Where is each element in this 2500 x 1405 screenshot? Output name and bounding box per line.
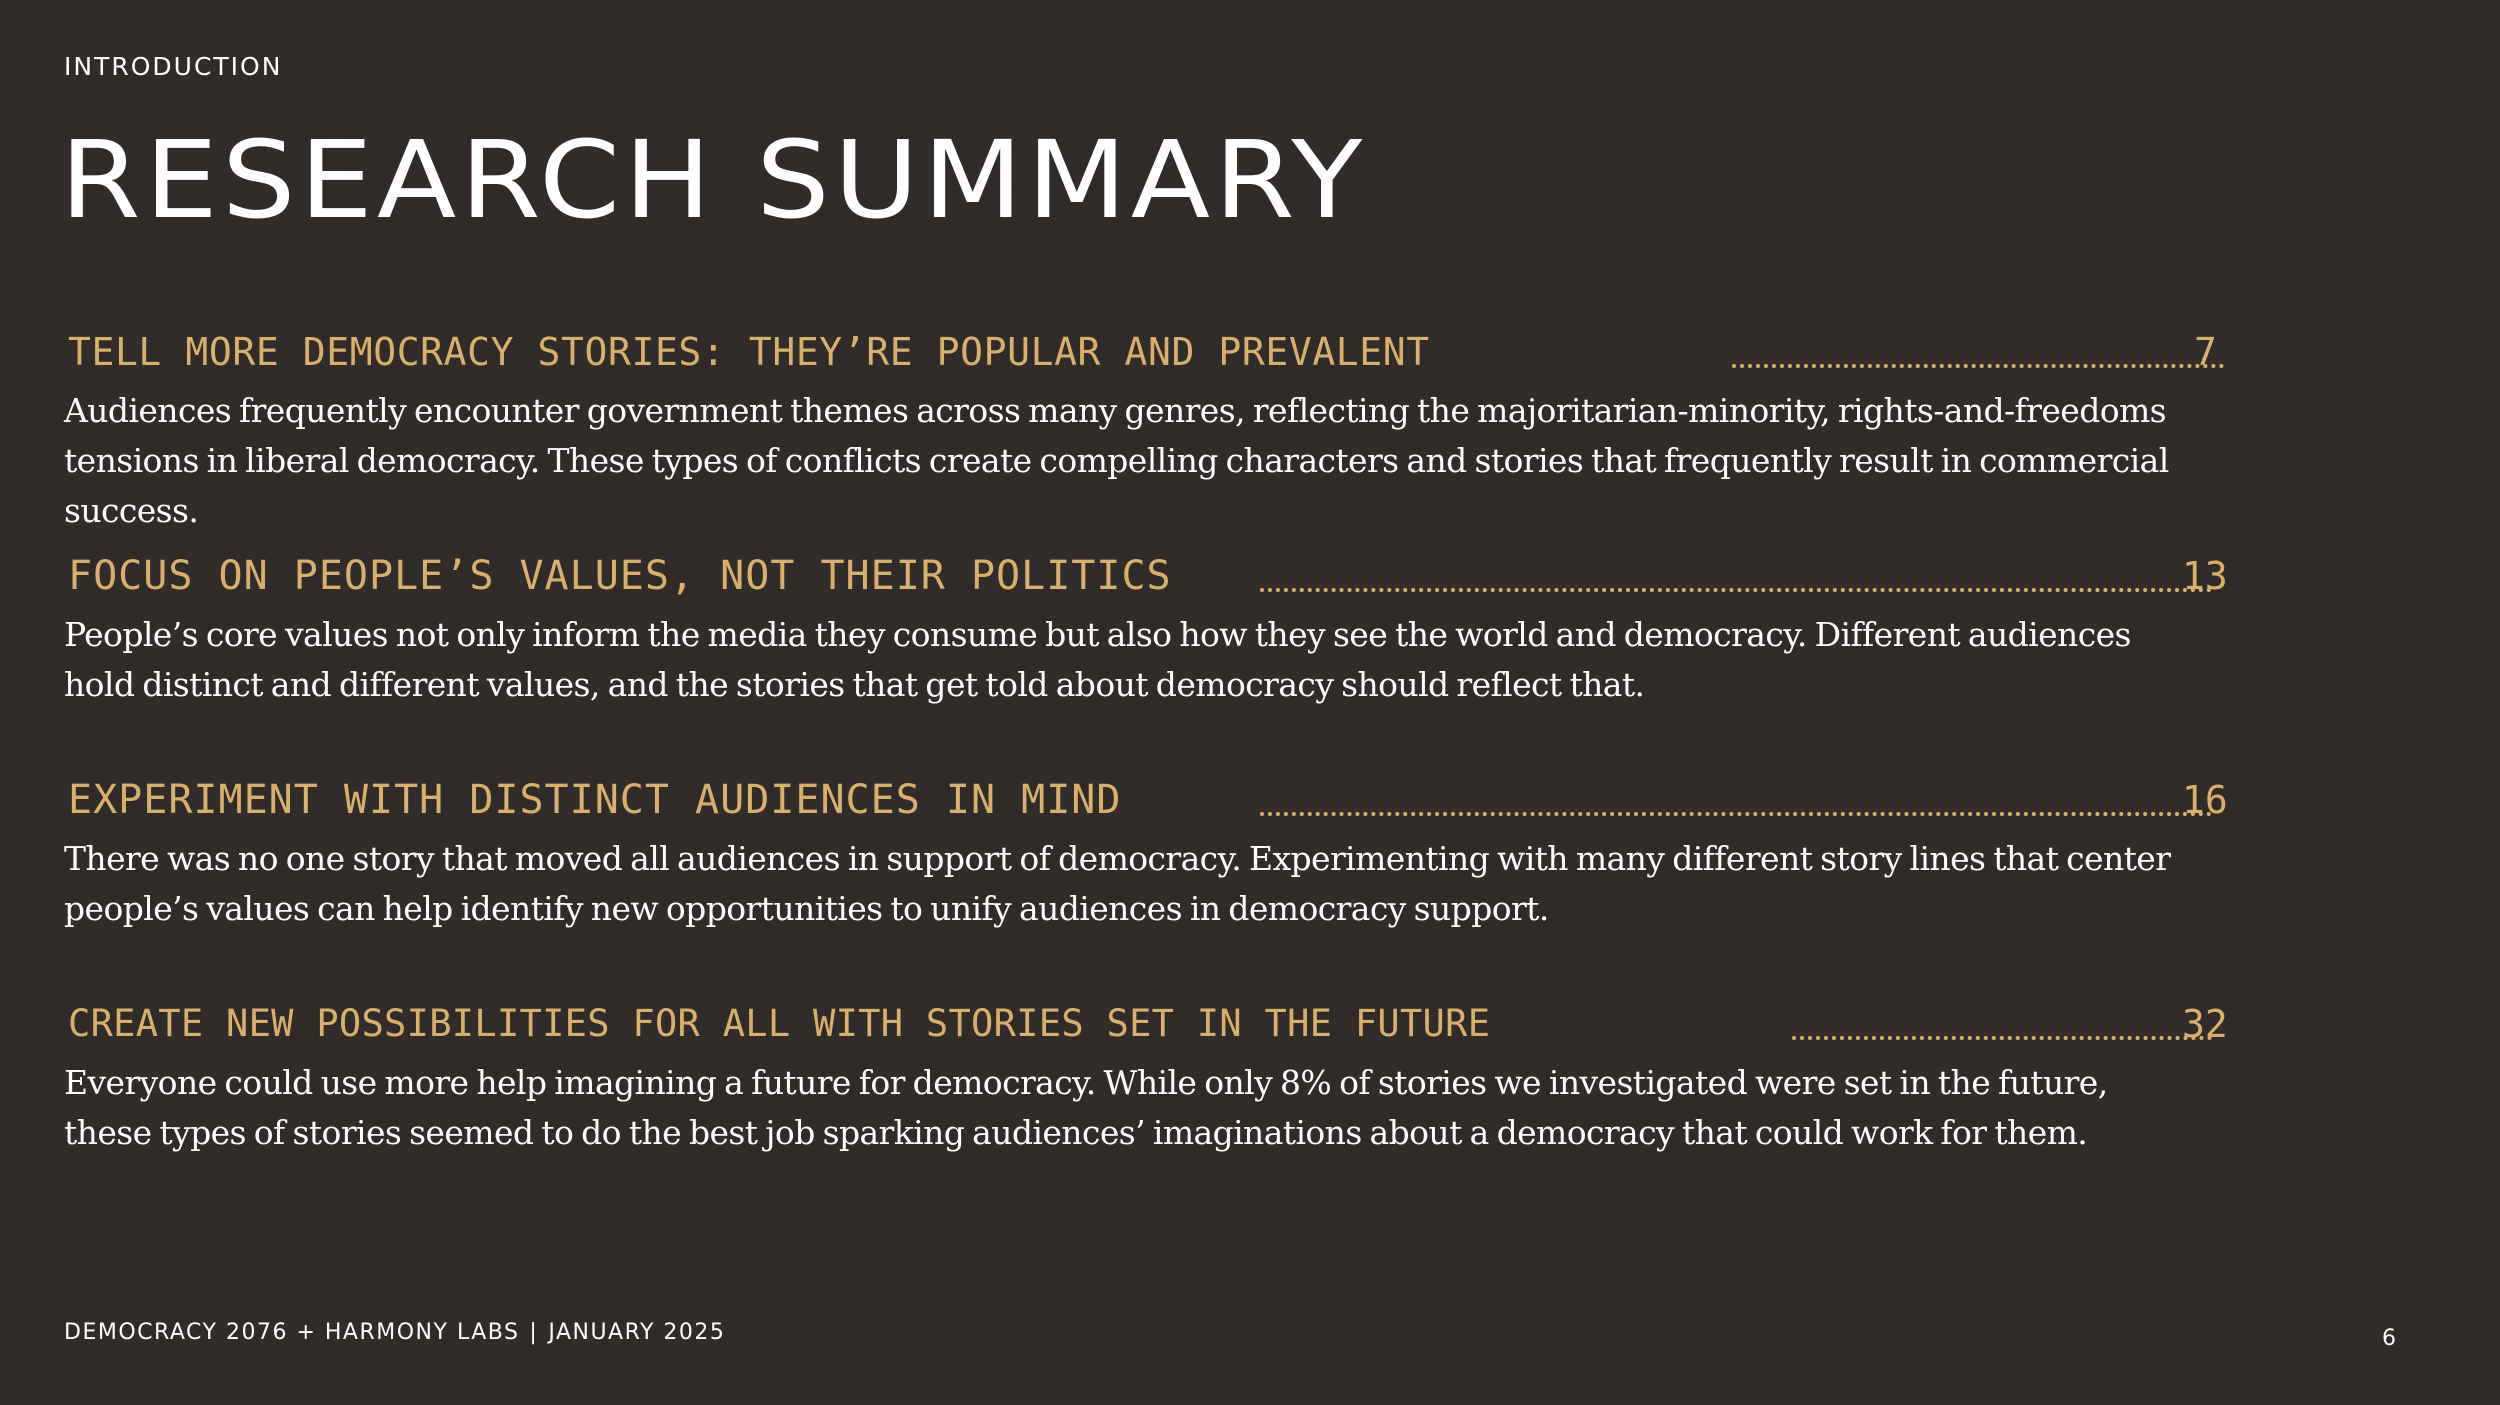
summary-section-2: [64, 550, 2244, 710]
section-body: Everyone could use more help imagining a future for democracy. While only 8% of stories we investigated were set in the future, these types of stories seemed to do the best job sparking audiences’ imaginations about a democracy that could work for them.: [64, 1063, 2108, 1152]
toc-entry[interactable]: [64, 550, 2228, 602]
section-page-number: 7: [2194, 330, 2217, 374]
toc-entry[interactable]: [64, 326, 2217, 378]
summary-section-1: [64, 326, 2244, 536]
toc-entry[interactable]: [64, 774, 2228, 826]
section-heading: EXPERIMENT WITH DISTINCT AUDIENCES IN MIND: [68, 777, 1122, 823]
section-heading: CREATE NEW POSSIBILITIES FOR ALL WITH STORIES SET IN THE FUTURE: [68, 1002, 1491, 1045]
section-heading: FOCUS ON PEOPLE’S VALUES, NOT THEIR POLITICS: [68, 553, 1172, 599]
summary-section-3: [64, 774, 2244, 934]
dotted-leader: [1260, 588, 2212, 592]
dotted-leader: [1792, 1036, 2212, 1040]
dotted-leader: [1732, 364, 2224, 368]
footer-date: JANUARY 2025: [548, 1320, 726, 1345]
section-page-number: 13: [2182, 554, 2228, 598]
toc-entry[interactable]: [64, 998, 2228, 1050]
section-body: People’s core values not only inform the media they consume but also how they see the world and democracy. Different audiences hold distinct and different values, and the stories that get told about democracy should reflect that.: [64, 615, 2131, 704]
slide-number: 6: [2382, 1326, 2396, 1351]
page-title: RESEARCH SUMMARY: [60, 118, 1367, 243]
section-body: Audiences frequently encounter government themes across many genres, reflecting the majoritarian-minority, rights-and-freedoms tensions in liberal democracy. These types of conflicts create compelling characters and stories that frequently result in commercial success.: [64, 391, 2169, 530]
section-page-number: 32: [2182, 1002, 2228, 1046]
eyebrow-label: INTRODUCTION: [64, 52, 283, 81]
section-page-number: 16: [2182, 778, 2228, 822]
summary-section-4: [64, 998, 2244, 1158]
section-body: There was no one story that moved all audiences in support of democracy. Experimenting with many different story lines that center people’s values can help identify new opportunities to unify audiences in democracy support.: [64, 839, 2171, 928]
dotted-leader: [1260, 812, 2212, 816]
section-heading: TELL MORE DEMOCRACY STORIES: THEY’RE POPULAR AND PREVALENT: [68, 330, 1430, 374]
footer-separator: |: [529, 1320, 539, 1345]
footer-org: DEMOCRACY 2076 + HARMONY LABS: [64, 1320, 520, 1345]
footer: [64, 1320, 725, 1345]
